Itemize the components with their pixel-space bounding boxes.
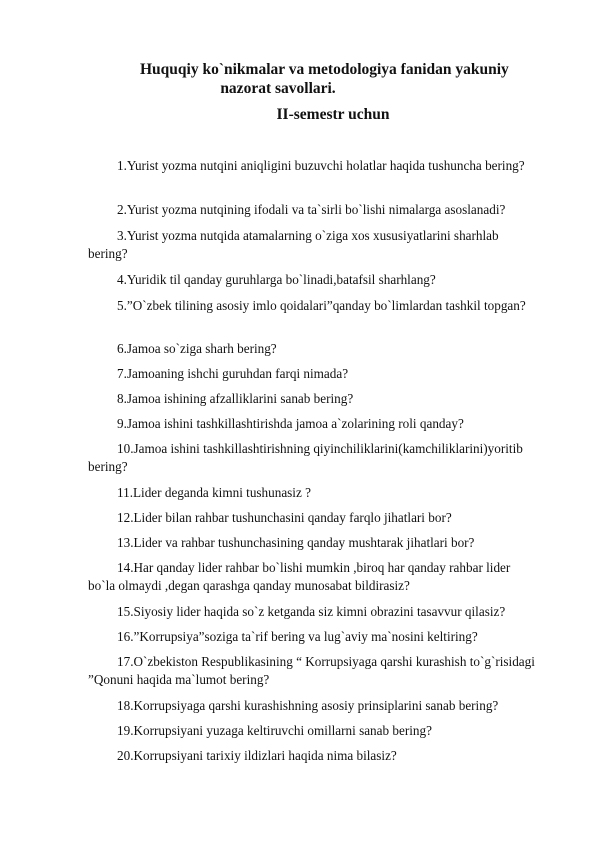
question-6: 6.Jamoa so`ziga sharh bering? [117, 341, 277, 356]
question-17: 17.O`zbekiston Respublikasining “ Korrupsiyaga qarshi kurashish to`g`risidagi ”Qonuni haqida ma`lumot bering? [88, 654, 535, 687]
question-18: 18.Korrupsiyaga qarshi kurashishning asosiy prinsiplarini sanab bering? [117, 698, 499, 713]
question-9: 9.Jamoa ishini tashkillashtirishda jamoa a`zolarining roli qanday? [117, 416, 464, 431]
question-3: 3.Yurist yozma nutqida atamalarning o`ziga xos xususiyatlarini sharhlab bering? [88, 228, 499, 261]
question-11: 11.Lider deganda kimni tushunasiz ? [117, 485, 311, 500]
question-12: 12.Lider bilan rahbar tushunchasini qanday farqlo jihatlari bor? [117, 510, 452, 525]
title-line-1: Huquqiy ko`nikmalar va metodologiya fanidan yakuniy [140, 61, 509, 78]
question-20: 20.Korrupsiyani tarixiy ildizlari haqida nima bilasiz? [117, 748, 397, 763]
question-5: 5.”O`zbek tilining asosiy imlo qoidalari”qanday bo`limlardan tashkil topgan? [117, 298, 526, 313]
semester-heading: II-semestr uchun [276, 106, 390, 123]
question-19: 19.Korrupsiyani yuzaga keltiruvchi omillarni sanab bering? [117, 723, 432, 738]
question-16: 16.”Korrupsiya”soziga ta`rif bering va lug`aviy ma`nosini keltiring? [117, 629, 478, 644]
question-15: 15.Siyosiy lider haqida so`z ketganda siz kimni obrazini tasavvur qilasiz? [117, 604, 506, 619]
question-2: 2.Yurist yozma nutqining ifodali va ta`sirli bo`lishi nimalarga asoslanadi? [117, 202, 506, 217]
question-14: 14.Har qanday lider rahbar bo`lishi mumkin ,biroq har qanday rahbar lider bo`la olmaydi ,degan qarashga qanday munosabat bildirasiz? [88, 560, 511, 593]
question-13: 13.Lider va rahbar tushunchasining qanday mushtarak jihatlari bor? [117, 535, 475, 550]
title-line-2: nazorat savollari. [220, 80, 336, 97]
question-1: 1.Yurist yozma nutqini aniqligini buzuvchi holatlar haqida tushuncha bering? [117, 158, 525, 173]
question-4: 4.Yuridik til qanday guruhlarga bo`linadi,batafsil sharhlang? [117, 272, 436, 287]
question-10: 10.Jamoa ishini tashkillashtirishning qiyinchiliklarini(kamchiliklarini)yoritib bering? [88, 441, 523, 474]
question-8: 8.Jamoa ishining afzalliklarini sanab bering? [117, 391, 354, 406]
question-7: 7.Jamoaning ishchi guruhdan farqi nimada? [117, 366, 349, 381]
